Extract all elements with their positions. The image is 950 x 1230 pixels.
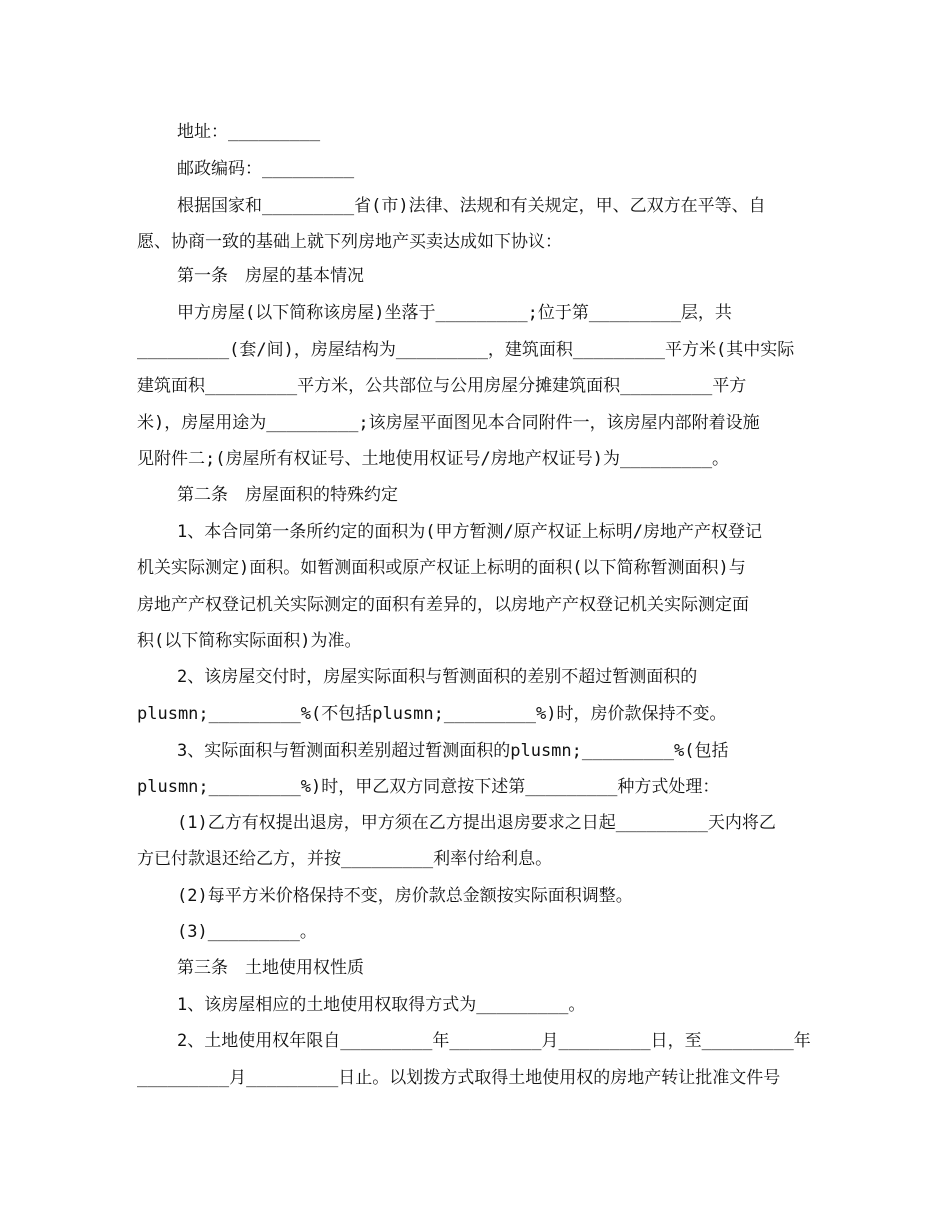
text-line: plusmn;_________%)时，甲乙双方同意按下述第_________种方式处理： — [137, 777, 720, 797]
section-heading: 第一条 房屋的基本情况 — [177, 266, 364, 286]
text-line: 见附件二;(房屋所有权证号、土地使用权证号/房地产权证号)为_________。 — [137, 449, 730, 469]
text-line: 方已付款退还给乙方，并按_________利率付给利息。 — [137, 849, 553, 869]
text-line: plusmn;_________%(不包括plusmn;_________%)时，房价款保持不变。 — [137, 704, 727, 724]
text-line: (2)每平方米价格保持不变，房价款总金额按实际面积调整。 — [177, 886, 633, 906]
text-line: (1)乙方有权提出退房，甲方须在乙方提出退房要求之日起_________天内将乙 — [177, 813, 776, 833]
text-line: 2、土地使用权年限自_________年_________月_________日，至_________年 — [177, 1031, 811, 1051]
text-line: 机关实际测定)面积。如暂测面积或原产权证上标明的面积(以下简称暂测面积)与 — [137, 558, 746, 578]
text-line: 根据国家和_________省(市)法律、法规和有关规定，甲、乙双方在平等、自 — [177, 196, 766, 216]
text-line: 建筑面积_________平方米，公共部位与公用房屋分摊建筑面积_________平方 — [137, 376, 747, 396]
text-line: 愿、协商一致的基础上就下列房地产买卖达成如下协议： — [137, 232, 562, 252]
text-line: 米)，房屋用途为_________;该房屋平面图见本合同附件一，该房屋内部附着设施 — [137, 413, 760, 433]
text-line: 邮政编码：_________ — [177, 159, 355, 179]
section-heading: 第二条 房屋面积的特殊约定 — [177, 485, 398, 505]
text-line: 甲方房屋(以下简称该房屋)坐落于_________;位于第_________层，共 — [177, 303, 732, 323]
text-line: _________(套/间)，房屋结构为_________，建筑面积_________平方米(其中实际 — [137, 340, 795, 360]
text-line: (3)_________。 — [177, 922, 317, 942]
text-line: 3、实际面积与暂测面积差别超过暂测面积的plusmn;_________%(包括 — [177, 741, 729, 761]
text-line: 1、该房屋相应的土地使用权取得方式为_________。 — [177, 995, 586, 1015]
section-heading: 第三条 土地使用权性质 — [177, 958, 364, 978]
text-line: 房地产产权登记机关实际测定的面积有差异的，以房地产产权登记机关实际测定面 — [137, 595, 749, 615]
text-line: 积(以下简称实际面积)为准。 — [137, 631, 362, 651]
text-line: 1、本合同第一条所约定的面积为(甲方暂测/原产权证上标明/房地产产权登记 — [177, 522, 762, 542]
text-line: 地址：_________ — [177, 122, 321, 142]
text-line: _________月_________日止。以划拨方式取得土地使用权的房地产转让批准文件号 — [137, 1068, 781, 1088]
text-line: 2、该房屋交付时，房屋实际面积与暂测面积的差别不超过暂测面积的 — [177, 667, 698, 687]
